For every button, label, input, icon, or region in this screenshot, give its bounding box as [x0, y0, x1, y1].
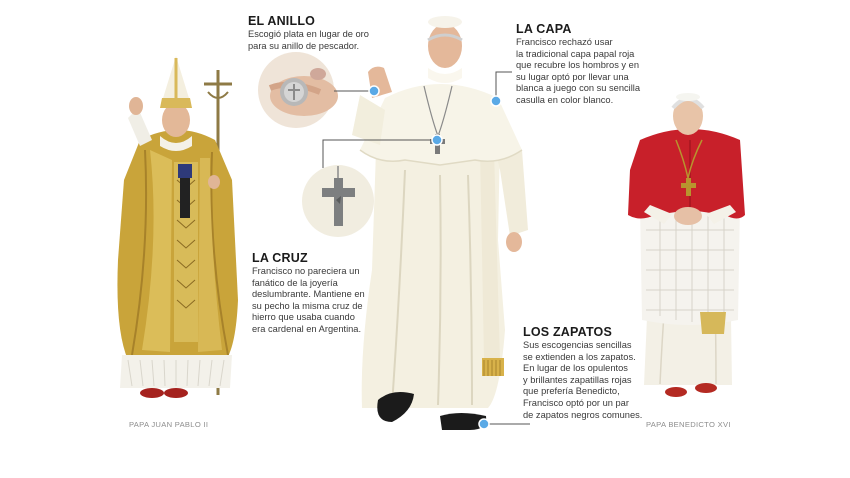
zapatos-description: Sus escogencias sencillas se extienden a los zapatos. En lugar de los opulentos y brillantes zapatillas rojas que prefería Benedicto, Francisco optó por un par de zapatos negros comunes. — [523, 340, 643, 420]
marker-dot-capa — [491, 96, 501, 106]
cross-detail-inset — [302, 165, 374, 237]
cruz-title: LA CRUZ — [252, 251, 308, 265]
pope-francisco-figure — [352, 16, 528, 430]
caption-juan-pablo-ii: PAPA JUAN PABLO II — [129, 420, 209, 429]
zapatos-title: LOS ZAPATOS — [523, 325, 613, 339]
marker-dot-zapatos — [479, 419, 489, 429]
capa-description: Francisco rechazó usar la tradicional capa papal roja que recubre los hombros y en su lugar optó por llevar una blanca a juego con su sencilla casulla en color blanco. — [516, 37, 641, 105]
ring-detail-inset — [258, 52, 338, 128]
marker-dot-ring — [369, 86, 379, 96]
cruz-description: Francisco no pareciera un fanático de la joyería deslumbrante. Mantiene en su pecho la misma cruz de hierro que usaba cuando era cardenal en Argentina. — [252, 266, 365, 334]
caption-benedicto-xvi: PAPA BENEDICTO XVI — [646, 420, 731, 429]
capa-title: LA CAPA — [516, 22, 572, 36]
pope-juan-pablo-ii-figure — [117, 56, 238, 398]
anillo-title: EL ANILLO — [248, 14, 316, 28]
pope-benedicto-xvi-figure — [628, 93, 745, 397]
marker-dot-cross — [432, 135, 442, 145]
anillo-description: Escogió plata en lugar de oro para su anillo de pescador. — [248, 29, 369, 51]
